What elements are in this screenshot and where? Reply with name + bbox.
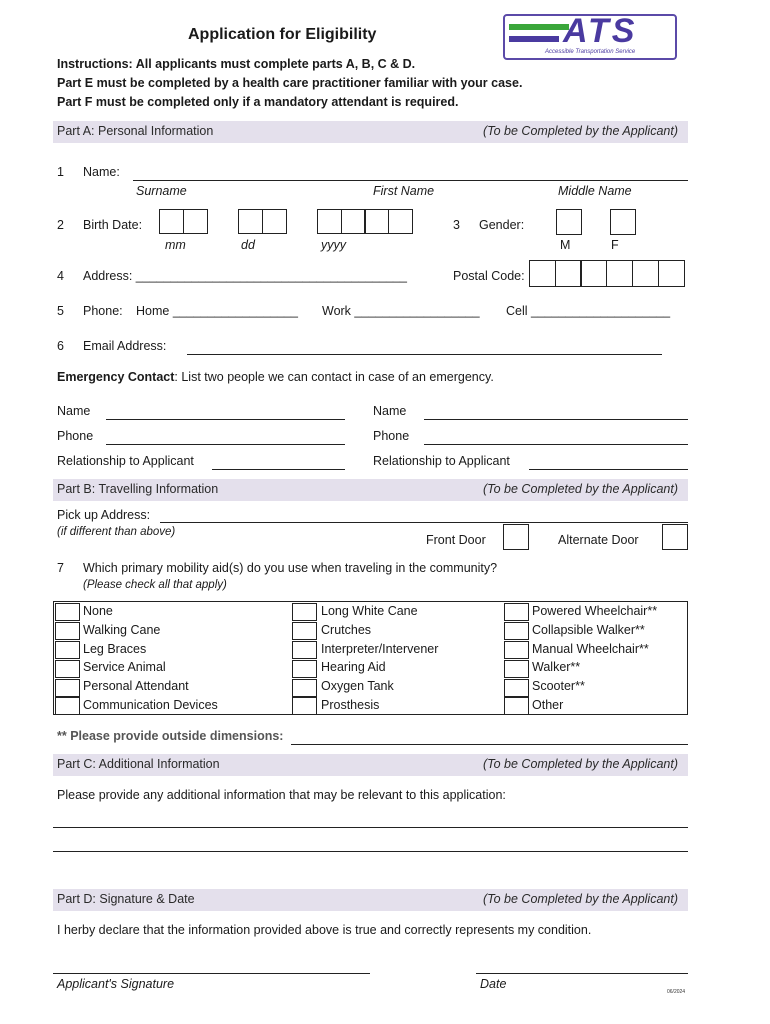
dimensions-label: ** Please provide outside dimensions:	[57, 729, 284, 743]
part-d-header	[53, 889, 688, 911]
aid-oxygen-tank-checkbox[interactable]	[292, 679, 317, 697]
pickup-address-field[interactable]	[160, 522, 688, 523]
aid-hearing-aid-checkbox[interactable]	[292, 660, 317, 678]
birth-month-input[interactable]	[159, 209, 208, 234]
name-label: Name:	[83, 165, 120, 179]
q3-number: 3	[453, 218, 460, 232]
part-c-header	[53, 754, 688, 776]
aid-none-checkbox[interactable]	[55, 603, 80, 621]
ats-logo	[503, 14, 677, 60]
yyyy-caption: yyyy	[321, 238, 346, 252]
q4-number: 4	[57, 269, 64, 283]
aid-personal-attendant-label: Personal Attendant	[83, 679, 189, 693]
contact2-name-field[interactable]	[424, 419, 688, 420]
aid-leg-braces-label: Leg Braces	[83, 642, 147, 656]
name-field[interactable]	[133, 180, 688, 181]
birth-day-input[interactable]	[238, 209, 287, 234]
email-label: Email Address:	[83, 339, 167, 353]
emergency-contact-text: Emergency Contact: List two people we can contact in case of an emergency.	[57, 370, 494, 384]
contact2-relationship-label: Relationship to Applicant	[373, 454, 510, 468]
part-a-title: Part A: Personal Information	[57, 124, 214, 138]
date-field[interactable]	[476, 973, 688, 974]
aid-prosthesis-label: Prosthesis	[321, 698, 380, 712]
aid-oxygen-tank-label: Oxygen Tank	[321, 679, 394, 693]
q1-number: 1	[57, 165, 64, 179]
contact1-phone-label: Phone	[57, 429, 94, 443]
aid-powered-wheelchair-label: Powered Wheelchair**	[532, 604, 658, 618]
phone-home-field[interactable]: Home __________________	[136, 304, 298, 318]
part-c-title: Part C: Additional Information	[57, 757, 220, 771]
part-a-note: (To be Completed by the Applicant)	[482, 124, 678, 138]
front-door-checkbox[interactable]	[503, 524, 529, 550]
page-title: Application for Eligibility	[188, 26, 377, 43]
aid-communication-devices-label: Communication Devices	[83, 698, 218, 712]
additional-info-prompt: Please provide any additional information that may be relevant to this application:	[57, 788, 506, 802]
aid-collapsible-walker-label: Collapsible Walker**	[532, 623, 645, 637]
part-c-note: (To be Completed by the Applicant)	[482, 757, 678, 771]
q2-number: 2	[57, 218, 64, 232]
dimensions-field[interactable]	[291, 744, 688, 745]
first-name-caption: First Name	[373, 184, 435, 198]
instruction-line-3: Part F must be completed only if a mandatory attendant is required.	[57, 95, 459, 109]
part-d-note: (To be Completed by the Applicant)	[482, 892, 678, 906]
aid-manual-wheelchair-label: Manual Wheelchair**	[532, 642, 649, 656]
surname-caption: Surname	[136, 184, 187, 198]
aid-service-animal-checkbox[interactable]	[55, 660, 80, 678]
contact2-name-label: Name	[373, 404, 407, 418]
aid-scooter-checkbox[interactable]	[504, 679, 529, 697]
aid-long-white-cane-checkbox[interactable]	[292, 603, 317, 621]
additional-info-line-2[interactable]	[53, 851, 688, 852]
signature-caption: Applicant's Signature	[57, 977, 175, 991]
q7-question: Which primary mobility aid(s) do you use when traveling in the community?	[83, 561, 498, 575]
postal-code-label: Postal Code:	[453, 269, 525, 283]
front-door-label: Front Door	[426, 533, 486, 547]
part-b-header	[53, 479, 688, 501]
q7-instruction: (Please check all that apply)	[83, 579, 227, 591]
alternate-door-checkbox[interactable]	[662, 524, 688, 550]
contact1-name-field[interactable]	[106, 419, 345, 420]
gender-label: Gender:	[479, 218, 525, 232]
aid-hearing-aid-label: Hearing Aid	[321, 660, 386, 674]
aid-personal-attendant-checkbox[interactable]	[55, 679, 80, 697]
instruction-line-1: Instructions: All applicants must complete parts A, B, C & D.	[57, 57, 416, 71]
phone-label: Phone:	[83, 304, 123, 318]
aid-service-animal-label: Service Animal	[83, 660, 166, 674]
mm-caption: mm	[165, 238, 186, 252]
aid-communication-devices-checkbox[interactable]	[55, 697, 80, 715]
aid-prosthesis-checkbox[interactable]	[292, 697, 317, 715]
q7-number: 7	[57, 561, 64, 575]
aid-leg-braces-checkbox[interactable]	[55, 641, 80, 659]
alternate-door-label: Alternate Door	[558, 533, 639, 547]
additional-info-line-1[interactable]	[53, 827, 688, 828]
part-b-note: (To be Completed by the Applicant)	[482, 482, 678, 496]
aid-scooter-label: Scooter**	[532, 679, 585, 693]
part-a-header	[53, 121, 688, 143]
aid-collapsible-walker-checkbox[interactable]	[504, 622, 529, 640]
pickup-address-label: Pick up Address:	[57, 508, 151, 522]
aid-crutches-label: Crutches	[321, 623, 372, 637]
contact1-relationship-label: Relationship to Applicant	[57, 454, 194, 468]
contact2-relationship-field[interactable]	[529, 469, 688, 470]
phone-cell-field[interactable]: Cell ____________________	[506, 304, 671, 318]
aid-walker-checkbox[interactable]	[504, 660, 529, 678]
email-field[interactable]	[187, 354, 662, 355]
gender-f-checkbox[interactable]	[610, 209, 636, 235]
logo-tagline: Accessible Transportation Service	[545, 49, 636, 55]
birth-year-input[interactable]	[317, 209, 413, 234]
logo-text: ATS	[563, 14, 638, 50]
postal-code-input[interactable]	[529, 260, 685, 287]
aid-walker-label: Walker**	[532, 660, 581, 674]
aid-other-label: Other	[532, 698, 564, 712]
form-code: 06/2024	[667, 989, 686, 995]
aid-crutches-checkbox[interactable]	[292, 622, 317, 640]
contact1-name-label: Name	[57, 404, 91, 418]
aid-long-white-cane-label: Long White Cane	[321, 604, 418, 618]
contact2-phone-label: Phone	[373, 429, 410, 443]
aid-walking-cane-checkbox[interactable]	[55, 622, 80, 640]
aid-interpreter-label: Interpreter/Intervener	[321, 642, 439, 656]
address-field[interactable]: Address: _______________________________________	[83, 269, 407, 283]
aid-none-label: None	[83, 604, 113, 618]
phone-work-field[interactable]: Work __________________	[322, 304, 480, 318]
pickup-address-caption: (if different than above)	[57, 526, 176, 538]
contact2-phone-field[interactable]	[424, 444, 688, 445]
part-b-title: Part B: Travelling Information	[57, 482, 219, 496]
part-d-title: Part D: Signature & Date	[57, 892, 195, 906]
date-caption: Date	[480, 977, 507, 991]
aid-manual-wheelchair-checkbox[interactable]	[504, 641, 529, 659]
aid-other-checkbox[interactable]	[504, 697, 529, 715]
gender-f-caption: F	[611, 238, 619, 252]
aid-interpreter-checkbox[interactable]	[292, 641, 317, 659]
aid-powered-wheelchair-checkbox[interactable]	[504, 603, 529, 621]
signature-field[interactable]	[53, 973, 370, 974]
birth-date-label: Birth Date:	[83, 218, 143, 232]
instruction-line-2: Part E must be completed by a health care practitioner familiar with your case.	[57, 76, 523, 90]
contact1-phone-field[interactable]	[106, 444, 345, 445]
q6-number: 6	[57, 339, 64, 353]
dd-caption: dd	[241, 238, 255, 252]
middle-name-caption: Middle Name	[558, 184, 632, 198]
declaration-text: I herby declare that the information provided above is true and correctly represents my condition.	[57, 923, 592, 937]
q5-number: 5	[57, 304, 64, 318]
gender-m-caption: M	[560, 238, 571, 252]
aid-walking-cane-label: Walking Cane	[83, 623, 161, 637]
contact1-relationship-field[interactable]	[212, 469, 345, 470]
gender-m-checkbox[interactable]	[556, 209, 582, 235]
